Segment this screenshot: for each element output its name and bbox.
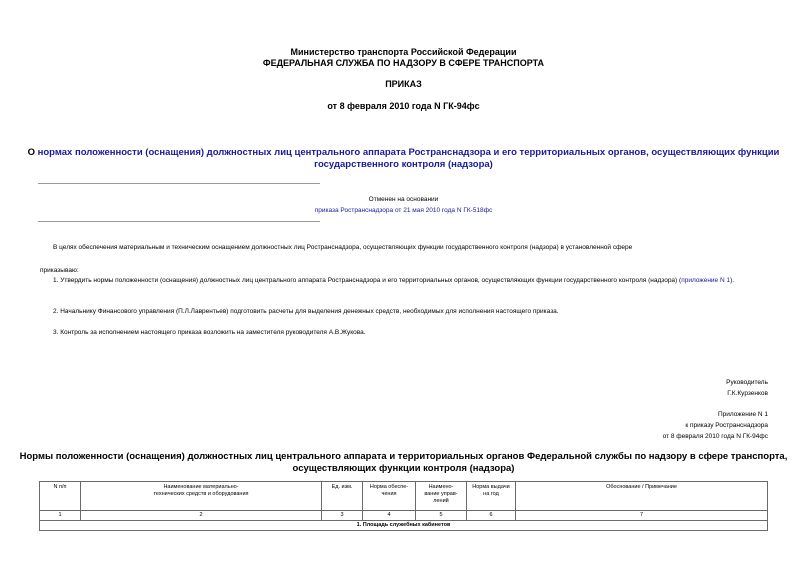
table-row <box>40 521 768 531</box>
ministry-name: Министерство транспорта Российской Федерации <box>290 47 517 57</box>
header-text: лений <box>433 498 449 504</box>
order-word: приказываю: <box>40 267 79 274</box>
document-title-line-2[interactable]: государственного контроля (надзора) <box>314 159 493 170</box>
revocation-label: Отменен на основании <box>368 196 439 203</box>
col-header-item-name <box>81 482 322 511</box>
table-row <box>40 511 768 521</box>
column-number: 4 <box>363 511 416 521</box>
signature-position: Руководитель <box>726 379 768 386</box>
header-text: Норма обеспе- <box>369 484 409 490</box>
header-text: Наименование материально- <box>163 484 239 490</box>
appendix-ref-line-2: к приказу Ространснадзора <box>685 422 768 429</box>
service-name: ФЕДЕРАЛЬНАЯ СЛУЖБА ПО НАДЗОРУ В СФЕРЕ ТРАНСПОРТА <box>262 58 545 68</box>
title-prefix: О <box>27 147 38 158</box>
appendix-link[interactable]: приложение N 1 <box>681 277 731 284</box>
header-text: Обоснование / Примечание <box>606 484 677 490</box>
header-text: вание управ- <box>424 491 458 497</box>
divider <box>38 183 320 184</box>
title-link[interactable]: нормах положенности (оснащения) должностных лиц центрального аппарата Ространснадзора и его территориальных органов, осуществляющих функции <box>37 147 780 158</box>
column-number: 6 <box>467 511 516 521</box>
norms-table <box>39 481 768 531</box>
header-text: на год <box>483 491 499 497</box>
order-item-1 <box>40 276 768 285</box>
column-number: 3 <box>322 511 363 521</box>
order-item-1-text: 1. Утвердить нормы положенности (оснащения) должностных лиц центрального аппарата Ространснадзора и его территориальных органов, осуществляющих функции государственного контроля (надзора) <box>53 277 678 284</box>
header-text: Норма выдачи <box>472 484 510 490</box>
column-number: 5 <box>416 511 467 521</box>
column-number: 7 <box>516 511 768 521</box>
document-title-line-1 <box>0 147 807 159</box>
header-text: Ед. изм. <box>331 484 353 490</box>
order-item-1-close: ). <box>730 277 735 284</box>
col-header-justification <box>516 482 768 511</box>
norms-title-line-2: осуществляющих функции контроля (надзора) <box>292 463 515 474</box>
divider <box>38 221 320 222</box>
order-item-1-open: ( <box>679 277 682 284</box>
appendix-ref-line-3: от 8 февраля 2010 года N ГК-94фс <box>662 433 768 440</box>
header-text: N п/п <box>53 484 67 490</box>
intro-paragraph: В целях обеспечения материальным и техническим оснащением должностных лиц Ространснадзора, осуществляющих функции государственного контроля (надзора) в установленной сфере <box>53 244 633 251</box>
col-header-department <box>416 482 467 511</box>
col-header-unit <box>322 482 363 511</box>
header-text: чения <box>381 491 397 497</box>
section-heading: 1. Площадь служебных кабинетов <box>40 521 768 531</box>
document-date-number: от 8 февраля 2010 года N ГК-94фс <box>327 101 480 111</box>
revocation-link[interactable]: приказа Ространснадзора от 21 мая 2010 года N ГК-518фс <box>314 207 493 214</box>
order-item-2: 2. Начальнику Финансового управления (П.Л.Лаврентьев) подготовить расчеты для выделения денежных средств, необходимых для исполнения настоящего приказа. <box>53 308 559 315</box>
signature-name: Г.К.Курзенков <box>727 390 768 397</box>
header-text: Наимено- <box>428 484 454 490</box>
col-header-number <box>40 482 81 511</box>
table-header-row <box>40 482 768 511</box>
col-header-norm <box>363 482 416 511</box>
norms-title-line-1: Нормы положенности (оснащения) должностных лиц центрального аппарата и территориальных органов Федеральной службы по надзору в сфере транспорта, <box>19 451 788 462</box>
document-type: ПРИКАЗ <box>385 79 422 89</box>
col-header-annual-norm <box>467 482 516 511</box>
order-item-3: 3. Контроль за исполнением настоящего приказа возложить на заместителя руководителя А.В.Жукова. <box>53 329 366 336</box>
header-text: технических средств и оборудования <box>153 491 249 497</box>
appendix-ref-line-1: Приложение N 1 <box>717 411 768 418</box>
column-number: 2 <box>81 511 322 521</box>
column-number: 1 <box>40 511 81 521</box>
